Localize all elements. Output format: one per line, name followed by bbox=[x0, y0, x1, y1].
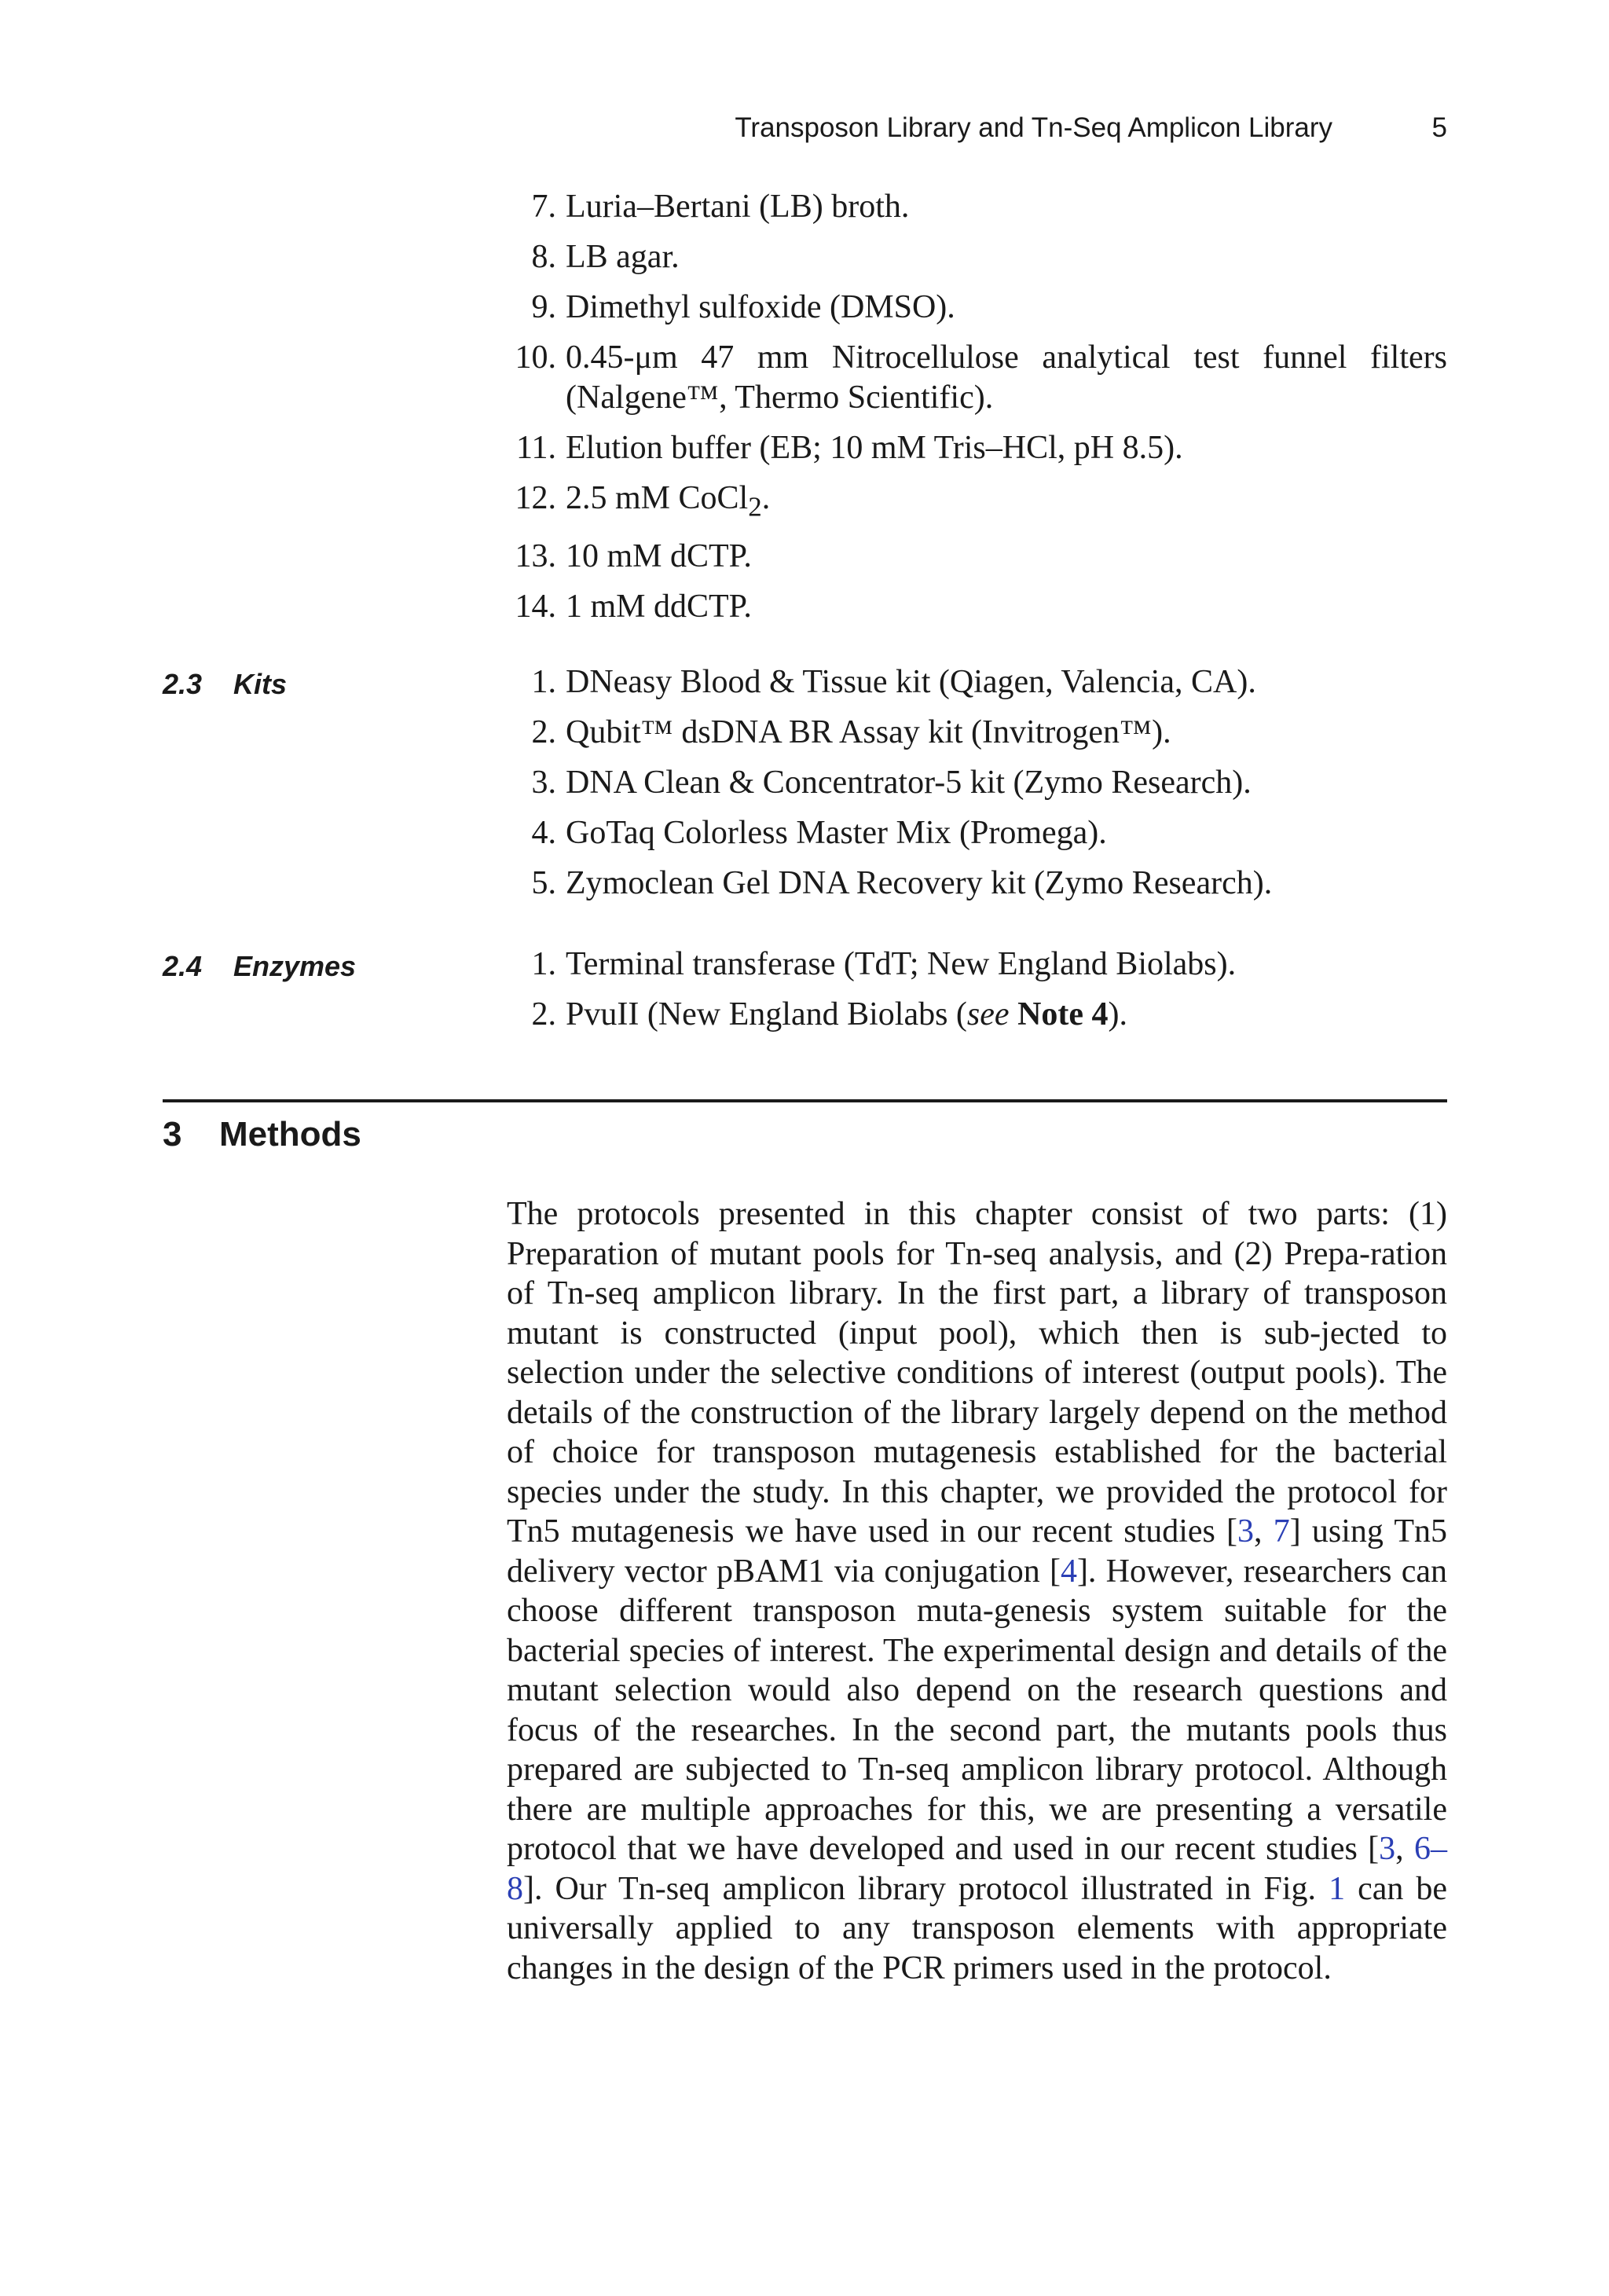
list-item-text: 0.45-μm 47 mm Nitrocellulose analytical test funnel filters (Nalgene™, Thermo Scientific). bbox=[566, 339, 1447, 416]
list-item-number: 1. bbox=[531, 946, 556, 982]
section-number: 2.4 bbox=[163, 950, 203, 982]
list-item bbox=[503, 187, 1447, 227]
section-heading-kits bbox=[163, 665, 287, 704]
list-item-text: Zymoclean Gel DNA Recovery kit (Zymo Research). bbox=[566, 865, 1273, 901]
list-item-text: Luria–Bertani (LB) broth. bbox=[566, 189, 910, 225]
paragraph-text: ]. Our Tn-seq amplicon library protocol illustrated in Fig. bbox=[523, 1870, 1329, 1907]
list-item bbox=[503, 288, 1447, 328]
list-item-text bbox=[566, 479, 1447, 526]
formula-text: 2.5 mM CoCl bbox=[566, 480, 749, 516]
list-item-number: 14. bbox=[515, 589, 556, 625]
section-title: Enzymes bbox=[233, 950, 357, 982]
citation-link[interactable]: 7 bbox=[1273, 1513, 1290, 1550]
formula-suffix: . bbox=[761, 480, 771, 516]
paragraph-text: ]. However, researchers can choose different transposon muta-genesis system suitable for the bacterial species of interest. The experimental design and details of the mutant selection would also depend on the research questions and focus of the researches. In the second part, the mutants pools thus prepared are subjected to Tn-seq amplicon library protocol. Although there are multiple approaches for this, we are presenting a versatile protocol that we have developed and used in our recent studies [ bbox=[507, 1553, 1447, 1867]
list-item-number: 2. bbox=[531, 714, 556, 750]
list-item bbox=[503, 864, 1447, 904]
list-item-number: 5. bbox=[531, 865, 556, 901]
list-item-number: 12. bbox=[515, 480, 556, 516]
citation-link[interactable]: 6–8 bbox=[507, 1831, 1447, 1907]
section-divider bbox=[163, 1099, 1447, 1102]
citation-link[interactable]: 4 bbox=[1060, 1553, 1077, 1590]
list-item-text: Dimethyl sulfoxide (DMSO). bbox=[566, 289, 955, 325]
section-number: 3 bbox=[163, 1115, 182, 1154]
citation-separator: , bbox=[1254, 1513, 1274, 1550]
list-item-text: Terminal transferase (TdT; New England Biolabs). bbox=[566, 946, 1237, 982]
list-item-text: Qubit™ dsDNA BR Assay kit (Invitrogen™). bbox=[566, 714, 1171, 750]
item-text-start: PvuII (New England Biolabs ( bbox=[566, 996, 967, 1032]
list-item-text: Elution buffer (EB; 10 mM Tris–HCl, pH 8.5). bbox=[566, 430, 1183, 466]
list-item bbox=[503, 813, 1447, 853]
enzymes-list bbox=[503, 944, 1447, 1045]
section-number: 2.3 bbox=[163, 668, 203, 700]
section-heading-methods bbox=[163, 1111, 361, 1158]
list-item-text: DNA Clean & Concentrator-5 kit (Zymo Research). bbox=[566, 765, 1252, 801]
citation-link[interactable]: 3 bbox=[1237, 1513, 1255, 1550]
methods-paragraph bbox=[507, 1194, 1447, 1988]
citation-separator: , bbox=[1395, 1831, 1414, 1867]
list-item-number: 4. bbox=[531, 815, 556, 851]
list-item bbox=[503, 338, 1447, 418]
section-title: Kits bbox=[233, 668, 288, 700]
list-item-text: 10 mM dCTP. bbox=[566, 538, 752, 575]
list-item-number: 8. bbox=[531, 239, 556, 275]
list-item bbox=[503, 662, 1447, 702]
list-item bbox=[503, 713, 1447, 753]
list-item bbox=[503, 428, 1447, 468]
list-item-text: LB agar. bbox=[566, 239, 680, 275]
note-link[interactable]: Note 4 bbox=[1017, 996, 1109, 1032]
list-item-number: 11. bbox=[516, 430, 556, 466]
list-item-number: 13. bbox=[515, 538, 556, 575]
list-item bbox=[503, 763, 1447, 803]
paragraph-text: can be universally applied to any transposon elements with appropriate changes in the design of the PCR primers used in the protocol. bbox=[507, 1870, 1447, 1986]
list-item bbox=[503, 587, 1447, 627]
materials-list bbox=[503, 187, 1447, 637]
citation-link[interactable]: 3 bbox=[1379, 1831, 1396, 1867]
list-item-text: 1 mM ddCTP. bbox=[566, 589, 752, 625]
list-item bbox=[503, 995, 1447, 1035]
list-item-number: 2. bbox=[531, 996, 556, 1032]
page-number: 5 bbox=[1431, 112, 1447, 143]
list-item-text: GoTaq Colorless Master Mix (Promega). bbox=[566, 815, 1107, 851]
paragraph-text: ] using Tn5 delivery vector pBAM1 via conjugation [ bbox=[507, 1513, 1447, 1590]
list-item bbox=[503, 479, 1447, 526]
formula-subscript: 2 bbox=[748, 491, 762, 523]
running-header bbox=[0, 108, 1609, 148]
section-heading-enzymes bbox=[163, 947, 356, 986]
list-item bbox=[503, 537, 1447, 577]
section-title: Methods bbox=[219, 1115, 361, 1154]
see-text: see bbox=[966, 996, 1010, 1032]
list-item-number: 3. bbox=[531, 765, 556, 801]
list-item bbox=[503, 237, 1447, 277]
list-item bbox=[503, 944, 1447, 985]
figure-link[interactable]: 1 bbox=[1329, 1870, 1346, 1907]
list-item-number: 10. bbox=[515, 339, 556, 376]
paragraph-text: The protocols presented in this chapter consist of two parts: (1) Preparation of mutant pools for Tn-seq analysis, and (2) Prepa-ration of Tn-seq amplicon library. In the first part, a library of transposon mutant is constructed (input pool), which then is sub-jected to selection under the selective conditions of interest (output pools). The details of the construction of the library largely depend on the method of choice for transposon mutagenesis established for the bacterial species under the study. In this chapter, we provided the protocol for Tn5 mutagenesis we have used in our recent studies [ bbox=[507, 1196, 1447, 1550]
running-header-title: Transposon Library and Tn-Seq Amplicon Library bbox=[735, 112, 1332, 143]
kits-list bbox=[503, 662, 1447, 914]
list-item-text bbox=[566, 995, 1447, 1035]
list-item-number: 7. bbox=[531, 189, 556, 225]
list-item-number: 1. bbox=[531, 664, 556, 700]
list-item-number: 9. bbox=[531, 289, 556, 325]
list-item-text: DNeasy Blood & Tissue kit (Qiagen, Valencia, CA). bbox=[566, 664, 1256, 700]
item-text-end: ). bbox=[1108, 996, 1128, 1032]
